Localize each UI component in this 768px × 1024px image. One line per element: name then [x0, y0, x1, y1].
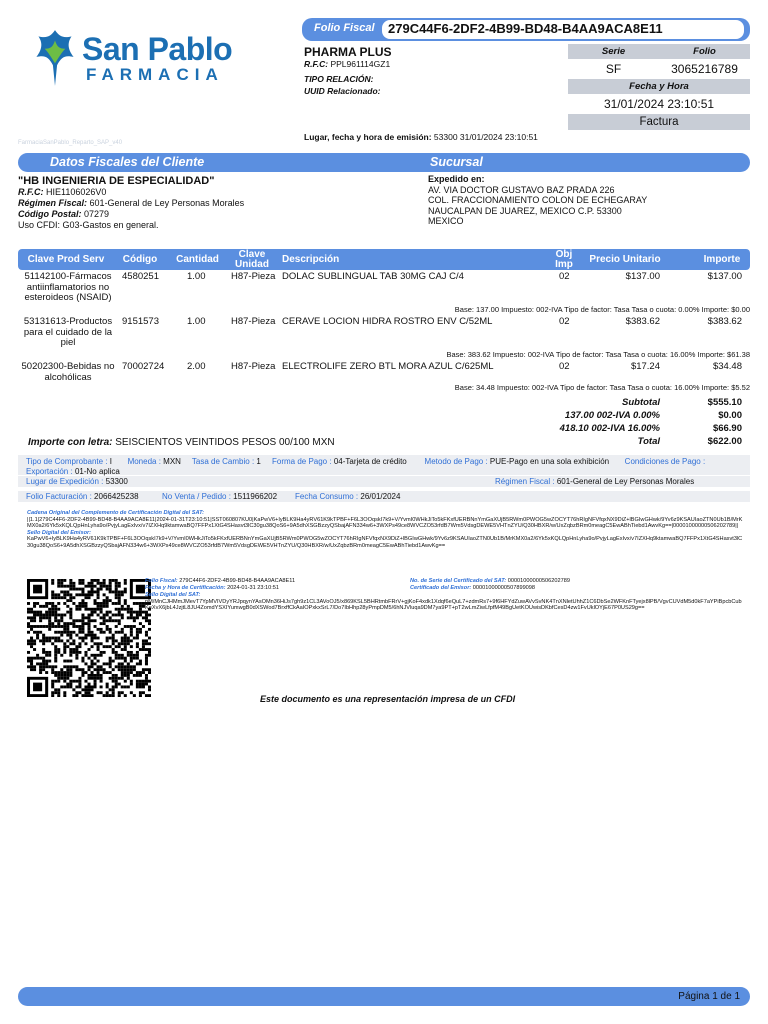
sat-fecha-cert: Fecha y Hora de Certificación: 2024-01-31 23:10:51 [145, 584, 280, 591]
tipo-comprobante-badge: Factura [568, 114, 750, 130]
logo-subtitle: FARMACIA [86, 65, 224, 84]
payment-info: Tipo de Comprobante : I Moneda : MXN Tasa de Cambio : 1 Forma de Pago : 04-Tarjeta de crédito Metodo de Pago : PUE-Pago en una sola exhibición Condiciones de Pago : Exportación : 01-No aplica [26, 457, 706, 476]
lugar-emision: Lugar, fecha y hora de emisión: 53300 31/01/2024 23:10:51 [304, 132, 538, 142]
row2-descripcion: CERAVE LOCION HIDRA ROSTRO ENV C/52ML [282, 316, 493, 327]
row2-cantidad: 1.00 [187, 316, 206, 327]
serie-value: SF [605, 62, 622, 76]
row3-descripcion: ELECTROLIFE ZERO BTL MORA AZUL C/625ML [282, 361, 494, 372]
row1-precio: $137.00 [625, 271, 660, 282]
folio-fiscal-label: Folio Fiscal [314, 22, 375, 34]
san-pablo-cross-logo-icon [24, 26, 86, 88]
row3-unidad: H87-Pieza [231, 361, 276, 372]
expedido-en [428, 174, 647, 227]
row3-clave: 50202300-Bebidas no alcohólicas [21, 361, 115, 383]
th-obj-imp: Obj Imp [555, 249, 573, 270]
client-regimen: Régimen Fiscal: 601-General de Ley Personas Morales [18, 198, 245, 208]
regimen-fiscal-emisor: Régimen Fiscal : 601-General de Ley Personas Morales [495, 477, 695, 486]
footer-bar [18, 987, 750, 1006]
sat-folio-details [145, 578, 415, 591]
client-name: "HB INGENIERIA DE ESPECIALIDAD" [18, 175, 215, 187]
client-rfc: R.F.C: HIE1106026V0 [18, 187, 107, 197]
fecha-consumo: Fecha Consumo : 26/01/2024 [295, 492, 401, 501]
company-rfc: R.F.C: PPL961114GZ1 [304, 59, 391, 69]
expedido-label: Expedido en: [428, 174, 485, 184]
client-cp: Código Postal: 07279 [18, 209, 110, 219]
cadena-label: Cadena Original del Complemento de Certificación Digital del SAT: [27, 510, 204, 516]
fecha-hora-value: 31/01/2024 23:10:51 [603, 97, 715, 111]
th-precio: Precio Unitario [589, 254, 661, 265]
row2-clave: 53131613-Productos para el cuidado de la piel [23, 316, 113, 348]
subtotal-value: $555.10 [707, 397, 742, 408]
subtotal-label: Subtotal [622, 397, 660, 408]
expedido-line-2: COL. FRACCIONAMIENTO COLON DE ECHEGARAY [428, 195, 648, 205]
row1-base: Base: 137.00 Impuesto: 002-IVA Tipo de factor: Tasa Tasa o cuota: 0.00% Importe: $0.00 [454, 305, 750, 314]
row3-cantidad: 2.00 [187, 361, 206, 372]
row1-unidad: H87-Pieza [231, 271, 276, 282]
serie-label: Serie [601, 46, 626, 57]
iva16-value: $66.90 [712, 423, 742, 434]
folio-facturacion: Folio Facturación : 2066425238 [26, 492, 139, 501]
row2-importe: $383.62 [707, 316, 742, 327]
folio-fiscal-value: 279C44F6-2DF2-4B99-BD48-B4AA9ACA8E11 [382, 20, 744, 39]
expedido-line-4: MEXICO [428, 216, 464, 226]
row2-base: Base: 383.62 Impuesto: 002-IVA Tipo de factor: Tasa Tasa o cuota: 16.00% Importe: $61.38 [446, 350, 750, 359]
th-descripcion: Descripción [282, 254, 340, 265]
row1-clave: 51142100-Fármacos antiinflamatorios no esteroideos (NSAID) [24, 271, 112, 303]
faint-template-id: FarmaciaSanPablo_Reparto_SAP_v40 [18, 140, 123, 146]
row1-cantidad: 1.00 [187, 271, 206, 282]
th-cantidad: Cantidad [176, 254, 219, 265]
folio-label: Folio [693, 46, 716, 57]
total-label: Total [637, 436, 660, 447]
company-name: PHARMA PLUS [304, 45, 392, 59]
row3-base: Base: 34.48 Impuesto: 002-IVA Tipo de factor: Tasa Tasa o cuota: 16.00% Importe: $5.52 [454, 383, 750, 392]
iva0-value: $0.00 [718, 410, 742, 421]
sat-folio-fiscal: Folio Fiscal: 279C44F6-2DF2-4B99-BD48-B4AA9ACA8E11 [145, 578, 296, 584]
th-importe: Importe [703, 254, 741, 265]
row3-precio: $17.24 [630, 361, 660, 372]
sello-emisor-label: Sello Digital del Emisor: [27, 529, 92, 536]
qr-code-icon [27, 579, 151, 697]
no-venta: No Venta / Pedido : 1511966202 [162, 492, 278, 501]
client-uso-cfdi: Uso CFDI: G03-Gastos en general. [18, 220, 159, 230]
tipo-relacion-label: TIPO RELACIÓN: [304, 74, 374, 84]
row1-obj: 02 [559, 271, 570, 282]
row2-unidad: H87-Pieza [231, 316, 276, 327]
page-number: Página 1 de 1 [678, 991, 740, 1002]
sat-cert-emisor: Certificado del Emisor: 00001000000507899098 [410, 584, 536, 591]
expedido-line-1: AV. VIA DOCTOR GUSTAVO BAZ PRADA 226 [428, 184, 615, 195]
iva0-label: 137.00 002-IVA 0.00% [564, 410, 660, 421]
row3-importe: $34.48 [712, 361, 742, 372]
client-details [18, 187, 244, 231]
row3-obj: 02 [559, 361, 570, 372]
iva16-label: 418.10 002-IVA 16.00% [559, 423, 660, 434]
lugar-expedicion: Lugar de Expedición : 53300 [26, 477, 128, 486]
row1-codigo: 4580251 [122, 271, 159, 282]
th-clave: Clave Prod Serv [27, 254, 105, 265]
representacion-impresa-note: Este documento es una representación impresa de un CFDI [260, 694, 516, 704]
datos-fiscales-title: Datos Fiscales del Cliente [50, 155, 205, 169]
row1-importe: $137.00 [707, 271, 742, 282]
expedido-line-3: NAUCALPAN DE JUAREZ, MEXICO C.P. 53300 [428, 205, 622, 216]
serie-folio-box [568, 44, 750, 130]
folio-value: 3065216789 [671, 62, 738, 76]
sat-cert-details [410, 578, 740, 591]
logo-title: San Pablo [82, 31, 233, 67]
row3-codigo: 70002724 [122, 361, 165, 372]
fecha-hora-label: Fecha y Hora [568, 79, 750, 94]
row2-codigo: 9151573 [122, 316, 159, 327]
sello-sat-value: pM/MnCJHMmJMevT7YpMVIVDyYRJpqynYAsOMn36HiJs7gh9z1CL3AVoOJ5/x869KSL5BHRtmbFRrV+gjKoF4xdk1Xdqf6eQuL7+zdmRs7+9f6HFYdZuwAVvSvNK4TnXNletUhhZ1C6DbSe2WFKnFTyejx8lPB/VgvCUVdM5d0kF7aYPiBpcbCubKeXvX6jbL4JzjtL8JU4ZomdYSXIYumwgB0dXSWod7BrxffCkAaIOPxkxSrL7/Do7IbHhp28yPmpDM5/6hNJVluqa9DM7ya9PT+pT2wLmZiwLfpfM49BgUetKOUwisDKbfCesD4zw1FvUklOYjE67P0US29g== [145, 598, 742, 612]
row2-precio: $383.62 [625, 316, 660, 327]
sello-sat-label: Sello Digital del SAT: [145, 592, 201, 598]
sello-sat [145, 592, 743, 612]
importe-con-letra: Importe con letra: SEISCIENTOS VEINTIDOS PESOS 00/100 MXN [28, 437, 335, 448]
row1-descripcion: DOLAC SUBLINGUAL TAB 30MG CAJ C/4 [282, 271, 464, 282]
total-value: $622.00 [707, 436, 742, 447]
th-unidad: Clave Unidad [235, 249, 269, 270]
cadena-original [27, 510, 743, 550]
th-codigo: Código [122, 254, 158, 265]
row2-obj: 02 [559, 316, 570, 327]
cadena-value: ||1.1|279C44F6-2DF2-4B99-BD48-B4AA9ACA8E11|2024-01-31T23:10:51|SST060807KU0|KaPwV6+IyBLK9Ha4yRV61K9kTPBF+F6L3OOqskI7k9+V/YvmI0WHkJiTo5kFKxfUERBNnYmGaXUjB5RWm0PWOG5wZOCYT76hRIgNFVfqxNX9DiZ+lBGIwGHwk/9Yv6z9KSAUIaoZTN0Ub1B/MrKMX0a2/6Yk5xKQLQpHnLyha9o/PvjyLagExIvx/v7IZXHq9ktamwaBQ7FFPx1XtG4SHasvt3lC30gu38QoS6+9A5dhXSGBzzyQSbajAFN334w6+3WXPs49ce8WVCZO53rfdB7Wm5VdsgDEWE5VHTnZYU/Q30HBXR/w/UxZqbzBRm0meagC5EwABhTiebd1AwvKg==|00001000000506202789|| [27, 516, 743, 530]
sucursal-title: Sucursal [430, 155, 483, 169]
sello-emisor-value: KaPwV6+IyBLK9Ha4yRV61K9kTPBF+F6L3OOqskI7k9+V/YvmI0WHkJiTo5kFKxfUERBNnYmGaXUjB5RWm0PWOG5wZOCYT76hRIgNFVfqxNX9DiZ+lBGIwGHwk/9Yv6z9KSAUIaoZTN0Ub1B/MrKMX0a2/6Yk5xKQLQpHnLyha9o/PvjyLagExIvx/v7IZXHq9ktamwaBQ7FFPx1XtG4SHasvt3lC30gu38QoS6+9A5dhXSGBzzyQSbajAFN334w6+3WXPs49ce8WVCZO53rfdB7Wm5VdsgDEWE5VHTnZYU/Q30HBXR/w/UxZqbzBRm0meagC5EwABhTiebd1AwvKg== [27, 536, 743, 549]
sat-serie-cert: No. de Serie del Certificado del SAT: 00001000000506202789 [410, 578, 570, 584]
uuid-label: UUID Relacionado: [304, 86, 381, 96]
